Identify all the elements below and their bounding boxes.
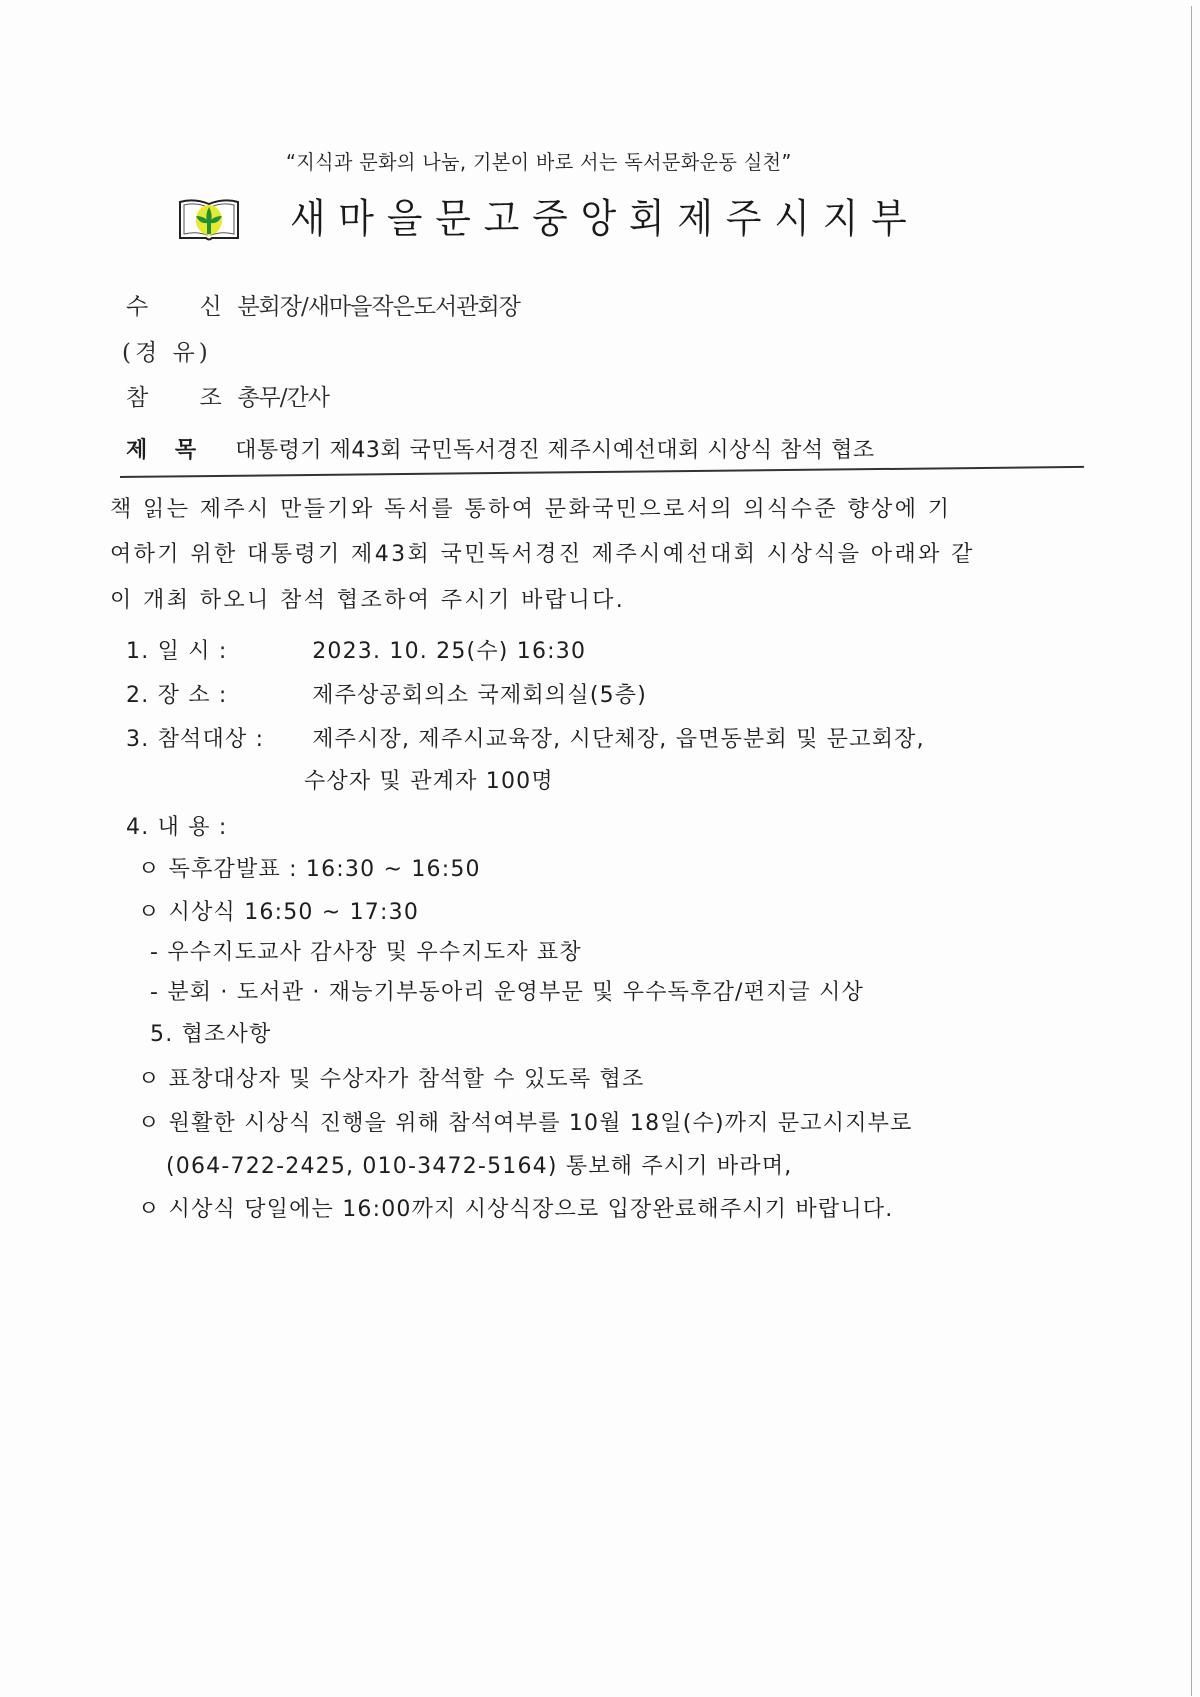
cooperation-heading: 5. 협조사항 (150, 1022, 272, 1047)
book-sprout-icon (176, 196, 242, 244)
program-award-1: - 우수지도교사 감사장 및 우수지도자 표창 (150, 940, 582, 965)
cooperation-bullet-1: ㅇ 표창대상자 및 수상자가 참석할 수 있도록 협조 (138, 1067, 645, 1092)
slogan: “지식과 문화의 나눔, 기본이 바로 서는 독서문화운동 실천” (286, 150, 792, 174)
recipient-row (126, 288, 520, 321)
intro-line-1: 책 읽는 제주시 만들기와 독서를 통하여 문화국민으로서의 의식수준 향상에 기 (110, 497, 952, 522)
item-date-label: 1. 일 시 : (126, 639, 228, 664)
intro-line-2: 여하기 위한 대통령기 제43회 국민독서경진 제주시예선대회 시상식을 아래와 같 (110, 542, 975, 567)
item-place (126, 678, 647, 709)
via-row (122, 334, 212, 367)
program-reading: ㅇ 독후감발표 : 16:30 ~ 16:50 (138, 857, 481, 882)
cooperation-contact: (064-722-2425, 010-3472-5164) 통보해 주시기 바라며, (166, 1154, 793, 1179)
subject-divider (120, 466, 1084, 478)
page-edge-line (1191, 6, 1192, 1696)
reference-value: 총무/간사 (237, 385, 329, 411)
item-attendees-value: 제주시장, 제주시교육장, 시단체장, 읍면동분회 및 문고회장, (312, 727, 925, 752)
item-attendees (126, 722, 925, 753)
subject-label: 제 목 (126, 438, 207, 463)
item-date-value: 2023. 10. 25(수) 16:30 (312, 639, 587, 664)
program-ceremony: ㅇ 시상식 16:50 ~ 17:30 (138, 900, 420, 925)
recipient-value: 분회장/새마을작은도서관회장 (237, 294, 520, 320)
item-attendees-cont: 수상자 및 관계자 100명 (304, 769, 554, 794)
subject-value: 대통령기 제43회 국민독서경진 제주시예선대회 시상식 참석 협조 (235, 438, 875, 463)
reference-row (126, 379, 329, 412)
reference-label: 참 조 (126, 385, 244, 411)
item-content (126, 810, 228, 841)
item-place-label: 2. 장 소 : (126, 683, 228, 708)
cooperation-bullet-3: ㅇ 시상식 당일에는 16:00까지 시상식장으로 입장완료해주시기 바랍니다. (138, 1197, 894, 1222)
item-content-label: 4. 내 용 : (126, 815, 228, 840)
via-label: (경 유) (122, 340, 212, 366)
item-attendees-label: 3. 참석대상 : (126, 727, 265, 752)
cooperation-bullet-2: ㅇ 원활한 시상식 진행을 위해 참석여부를 10월 18일(수)까지 문고시지부로 (138, 1111, 913, 1136)
intro-line-3: 이 개최 하오니 참석 협조하여 주시기 바랍니다. (110, 588, 626, 613)
recipient-label: 수 신 (126, 294, 244, 320)
program-award-2: - 분회 · 도서관 · 재능기부동아리 운영부문 및 우수독후감/편지글 시상 (150, 980, 865, 1005)
subject-row (126, 433, 875, 464)
organization-title: 새마을문고중앙회제주시지부 (290, 196, 920, 242)
item-place-value: 제주상공회의소 국제회의실(5층) (312, 683, 648, 708)
item-date (126, 634, 586, 665)
